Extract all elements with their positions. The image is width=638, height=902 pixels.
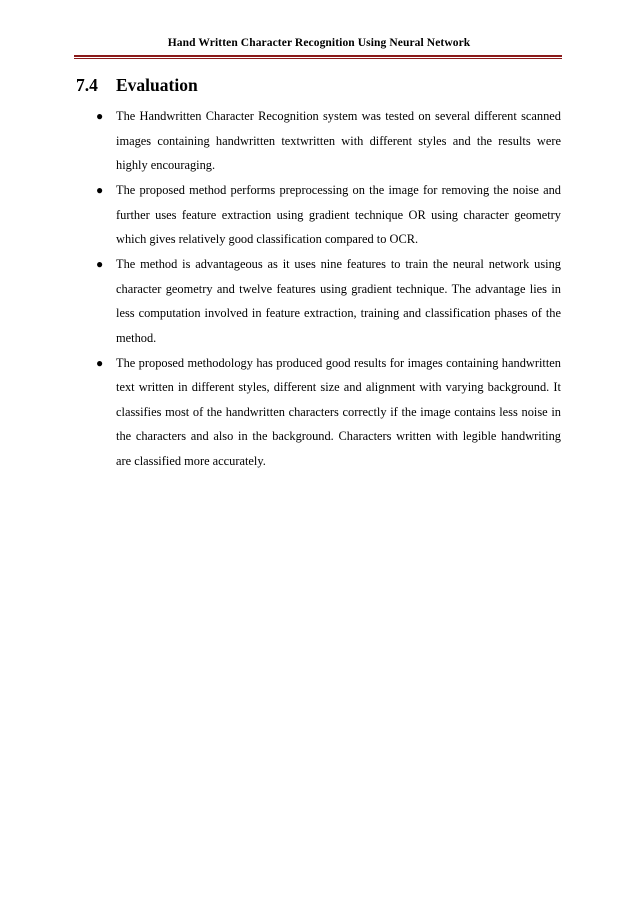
bullet-icon: ● — [96, 109, 104, 123]
section-heading — [76, 75, 198, 96]
section-title: Evaluation — [116, 75, 198, 95]
bullet-item — [96, 252, 561, 350]
bullet-item — [96, 104, 561, 178]
bullet-icon: ● — [96, 183, 104, 197]
bullet-text: The proposed method performs preprocessing on the image for removing the noise and further uses feature extraction using gradient technique OR using character geometry which gives relatively good classification compared to OCR. — [116, 183, 561, 246]
section-number: 7.4 — [76, 75, 98, 95]
evaluation-bullet-list — [96, 104, 561, 474]
bullet-icon: ● — [96, 355, 104, 370]
bullet-item — [96, 351, 561, 474]
running-header: Hand Written Character Recognition Using Neural Network — [167, 37, 471, 49]
bullet-text: The Handwritten Character Recognition system was tested on several different scanned images containing handwritten textwritten with different styles and the results were highly encouraging. — [116, 109, 561, 172]
bullet-text: The method is advantageous as it uses nine features to train the neural network using character geometry and twelve features using gradient technique. The advantage lies in less computation involved in feature extraction, training and classification phases of the method. — [116, 257, 561, 345]
bullet-text: The proposed methodology has produced good results for images containing handwritten text written in different styles, different size and alignment with varying background. It classifies most of the handwritten characters correctly if the image contains less noise in the characters and also in the background. Characters written with legible handwriting are classified more accurately. — [116, 355, 561, 468]
header-rule-thin — [74, 58, 562, 59]
bullet-icon: ● — [96, 257, 104, 271]
bullet-item — [96, 178, 561, 252]
header-rule-thick — [74, 55, 562, 57]
